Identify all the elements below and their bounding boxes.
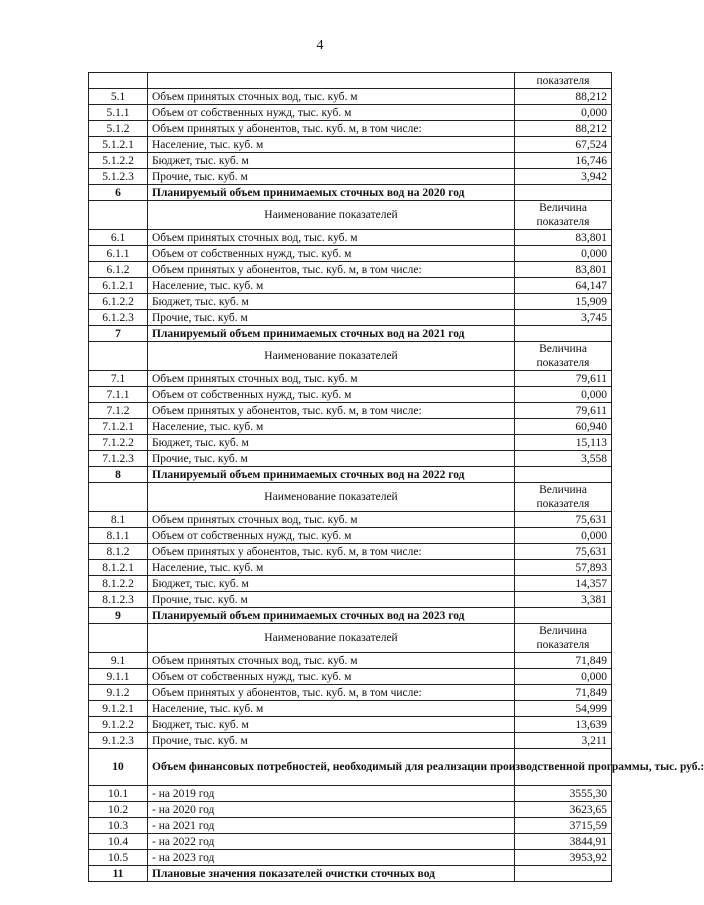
row-number: 8.1.2: [89, 544, 148, 560]
row-number: 7.1.2.2: [89, 435, 148, 451]
table-row: [89, 153, 612, 169]
column-header-value: [515, 201, 612, 230]
row-number: 5.1.2: [89, 121, 148, 137]
section-title-row: [89, 326, 612, 342]
section-value: [515, 326, 612, 342]
row-number: 9.1.2.1: [89, 701, 148, 717]
row-name: Объем от собственных нужд, тыс. куб. м: [148, 669, 515, 685]
section-title-row: [89, 608, 612, 624]
section-title: Планируемый объем принимаемых сточных вод на 2021 год: [148, 326, 515, 342]
row-name: Прочие, тыс. куб. м: [148, 451, 515, 467]
column-header-row: [89, 201, 612, 230]
column-header-name: Наименование показателей: [148, 483, 515, 512]
section-number: 10: [89, 749, 148, 786]
table-row: [89, 310, 612, 326]
section-value: [515, 608, 612, 624]
section-title: Планируемый объем принимаемых сточных вод на 2020 год: [148, 185, 515, 201]
section-title: Планируемый объем принимаемых сточных вод на 2023 год: [148, 608, 515, 624]
row-name: Объем принятых сточных вод, тыс. куб. м: [148, 653, 515, 669]
table-row: [89, 169, 612, 185]
section-value: [515, 866, 612, 882]
table-row: [89, 230, 612, 246]
row-value: 15,909: [515, 294, 612, 310]
table-row: [89, 137, 612, 153]
row-value: 71,849: [515, 685, 612, 701]
row-name: Объем от собственных нужд, тыс. куб. м: [148, 246, 515, 262]
row-name: Объем принятых сточных вод, тыс. куб. м: [148, 512, 515, 528]
row-number: 5.1.1: [89, 105, 148, 121]
table-row: [89, 802, 612, 818]
row-name: Объем от собственных нужд, тыс. куб. м: [148, 105, 515, 121]
header-value-line1: Величина: [539, 484, 587, 496]
header-value-line1: Величина: [539, 625, 587, 637]
table-row: [89, 121, 612, 137]
header-value-line1: Величина: [539, 343, 587, 355]
row-number: 7.1.2.3: [89, 451, 148, 467]
row-number: 8.1.2.2: [89, 576, 148, 592]
column-header-value: [515, 342, 612, 371]
row-value: 3,211: [515, 733, 612, 749]
section-title: Объем финансовых потребностей, необходимый для реализации производственной программы, тыс. руб.:: [148, 749, 515, 786]
header-value-line2: показателя: [536, 498, 590, 510]
row-number: 6.1.2.1: [89, 278, 148, 294]
table-row: [89, 544, 612, 560]
table-row: [89, 262, 612, 278]
row-name: Прочие, тыс. куб. м: [148, 592, 515, 608]
page-number: 4: [316, 38, 324, 53]
table-row: [89, 403, 612, 419]
indicators-table-body: [89, 73, 704, 882]
section-title-row: [89, 866, 612, 882]
row-number: 10.3: [89, 818, 148, 834]
table-row: [89, 528, 612, 544]
row-value: 13,639: [515, 717, 612, 733]
row-value: 79,611: [515, 403, 612, 419]
row-name: Население, тыс. куб. м: [148, 137, 515, 153]
row-number: 7.1.2.1: [89, 419, 148, 435]
row-value: 3623,65: [515, 802, 612, 818]
row-number: 10.1: [89, 786, 148, 802]
row-name: Население, тыс. куб. м: [148, 419, 515, 435]
row-name: Население, тыс. куб. м: [148, 278, 515, 294]
row-name: Объем принятых сточных вод, тыс. куб. м: [148, 371, 515, 387]
row-number: 5.1.2.3: [89, 169, 148, 185]
continued-header-name: [148, 73, 515, 89]
row-number: 6.1.2.2: [89, 294, 148, 310]
row-value: 0,000: [515, 387, 612, 403]
section-number: 7: [89, 326, 148, 342]
section-number: 8: [89, 467, 148, 483]
row-name: - на 2021 год: [148, 818, 515, 834]
table-row: [89, 818, 612, 834]
section-title: Планируемый объем принимаемых сточных вод на 2022 год: [148, 467, 515, 483]
row-value: 60,940: [515, 419, 612, 435]
table-row: [89, 278, 612, 294]
row-name: Прочие, тыс. куб. м: [148, 169, 515, 185]
row-number: 9.1.2.3: [89, 733, 148, 749]
row-number: 7.1.1: [89, 387, 148, 403]
row-number: 9.1.2.2: [89, 717, 148, 733]
table-row: [89, 685, 612, 701]
indicators-table: [88, 72, 704, 882]
row-number: 8.1: [89, 512, 148, 528]
row-value: 57,893: [515, 560, 612, 576]
table-row: [89, 387, 612, 403]
row-value: 3,745: [515, 310, 612, 326]
section-title-row: [89, 467, 612, 483]
row-number: 9.1.2: [89, 685, 148, 701]
row-value: 75,631: [515, 512, 612, 528]
table-row: [89, 701, 612, 717]
table-row: [89, 786, 612, 802]
row-number: 5.1.2.1: [89, 137, 148, 153]
row-name: Бюджет, тыс. куб. м: [148, 435, 515, 451]
row-number: 6.1.1: [89, 246, 148, 262]
column-header-value: [515, 624, 612, 653]
header-value-line1: Величина: [539, 202, 587, 214]
row-name: Население, тыс. куб. м: [148, 701, 515, 717]
section-value: [515, 185, 612, 201]
row-number: 10.4: [89, 834, 148, 850]
row-value: 54,999: [515, 701, 612, 717]
row-name: Население, тыс. куб. м: [148, 560, 515, 576]
table-row: [89, 371, 612, 387]
header-value-line2: показателя: [536, 216, 590, 228]
row-value: 3844,91: [515, 834, 612, 850]
row-value: 3953,92: [515, 850, 612, 866]
row-number: 6.1.2: [89, 262, 148, 278]
row-name: Объем принятых у абонентов, тыс. куб. м, в том числе:: [148, 121, 515, 137]
column-header-num: [89, 342, 148, 371]
row-value: 0,000: [515, 246, 612, 262]
table-row: [89, 560, 612, 576]
table-row: [89, 294, 612, 310]
table-row: [89, 246, 612, 262]
column-header-value: [515, 483, 612, 512]
table-row: [89, 89, 612, 105]
row-name: Объем принятых сточных вод, тыс. куб. м: [148, 89, 515, 105]
row-number: 7.1.2: [89, 403, 148, 419]
row-name: Бюджет, тыс. куб. м: [148, 717, 515, 733]
table-row: [89, 592, 612, 608]
row-name: - на 2022 год: [148, 834, 515, 850]
table-row: [89, 733, 612, 749]
row-name: Объем принятых у абонентов, тыс. куб. м, в том числе:: [148, 544, 515, 560]
table-row: [89, 576, 612, 592]
column-header-num: [89, 624, 148, 653]
section-number: 11: [89, 866, 148, 882]
row-value: 3715,59: [515, 818, 612, 834]
row-value: 16,746: [515, 153, 612, 169]
row-name: Объем от собственных нужд, тыс. куб. м: [148, 387, 515, 403]
row-name: - на 2023 год: [148, 850, 515, 866]
row-value: 71,849: [515, 653, 612, 669]
row-number: 7.1: [89, 371, 148, 387]
continued-header-row: [89, 73, 612, 89]
row-number: 10.2: [89, 802, 148, 818]
section-title: Плановые значения показателей очистки сточных вод: [148, 866, 515, 882]
row-value: 15,113: [515, 435, 612, 451]
row-number: 10.5: [89, 850, 148, 866]
header-value-line2: показателя: [536, 357, 590, 369]
table-row: [89, 653, 612, 669]
row-value: 88,212: [515, 121, 612, 137]
row-name: Объем принятых у абонентов, тыс. куб. м, в том числе:: [148, 262, 515, 278]
row-value: 0,000: [515, 105, 612, 121]
row-number: 9.1: [89, 653, 148, 669]
row-value: 0,000: [515, 669, 612, 685]
row-value: 75,631: [515, 544, 612, 560]
row-value: 83,801: [515, 230, 612, 246]
row-name: Прочие, тыс. куб. м: [148, 733, 515, 749]
table-row: [89, 850, 612, 866]
row-name: Объем от собственных нужд, тыс. куб. м: [148, 528, 515, 544]
row-number: 5.1: [89, 89, 148, 105]
section-title-row: [89, 185, 612, 201]
row-name: - на 2020 год: [148, 802, 515, 818]
column-header-name: Наименование показателей: [148, 624, 515, 653]
row-number: 6.1: [89, 230, 148, 246]
column-header-row: [89, 483, 612, 512]
row-value: 3555,30: [515, 786, 612, 802]
section-number: 9: [89, 608, 148, 624]
row-number: 8.1.2.1: [89, 560, 148, 576]
column-header-name: Наименование показателей: [148, 342, 515, 371]
continued-header-value: показателя: [515, 73, 612, 89]
table-row: [89, 419, 612, 435]
row-value: 83,801: [515, 262, 612, 278]
continued-header-num: [89, 73, 148, 89]
table-row: [89, 717, 612, 733]
row-name: Бюджет, тыс. куб. м: [148, 153, 515, 169]
section-value: [515, 467, 612, 483]
column-header-row: [89, 624, 612, 653]
row-value: 0,000: [515, 528, 612, 544]
row-value: 79,611: [515, 371, 612, 387]
row-number: 5.1.2.2: [89, 153, 148, 169]
header-value-line2: показателя: [536, 639, 590, 651]
section-number: 6: [89, 185, 148, 201]
row-number: 6.1.2.3: [89, 310, 148, 326]
row-value: 64,147: [515, 278, 612, 294]
column-header-num: [89, 201, 148, 230]
table-row: [89, 512, 612, 528]
row-number: 9.1.1: [89, 669, 148, 685]
column-header-name: Наименование показателей: [148, 201, 515, 230]
row-name: Объем принятых сточных вод, тыс. куб. м: [148, 230, 515, 246]
row-name: Бюджет, тыс. куб. м: [148, 576, 515, 592]
row-name: Бюджет, тыс. куб. м: [148, 294, 515, 310]
row-value: 3,558: [515, 451, 612, 467]
row-value: 67,524: [515, 137, 612, 153]
row-value: 14,357: [515, 576, 612, 592]
row-value: 88,212: [515, 89, 612, 105]
column-header-num: [89, 483, 148, 512]
table-row: [89, 435, 612, 451]
row-name: - на 2019 год: [148, 786, 515, 802]
table-row: [89, 105, 612, 121]
section-title-row: [89, 749, 612, 786]
row-number: 8.1.2.3: [89, 592, 148, 608]
row-name: Объем принятых у абонентов, тыс. куб. м, в том числе:: [148, 403, 515, 419]
row-value: 3,381: [515, 592, 612, 608]
column-header-row: [89, 342, 612, 371]
row-number: 8.1.1: [89, 528, 148, 544]
row-value: 3,942: [515, 169, 612, 185]
table-row: [89, 451, 612, 467]
table-row: [89, 834, 612, 850]
table-row: [89, 669, 612, 685]
row-name: Объем принятых у абонентов, тыс. куб. м, в том числе:: [148, 685, 515, 701]
row-name: Прочие, тыс. куб. м: [148, 310, 515, 326]
